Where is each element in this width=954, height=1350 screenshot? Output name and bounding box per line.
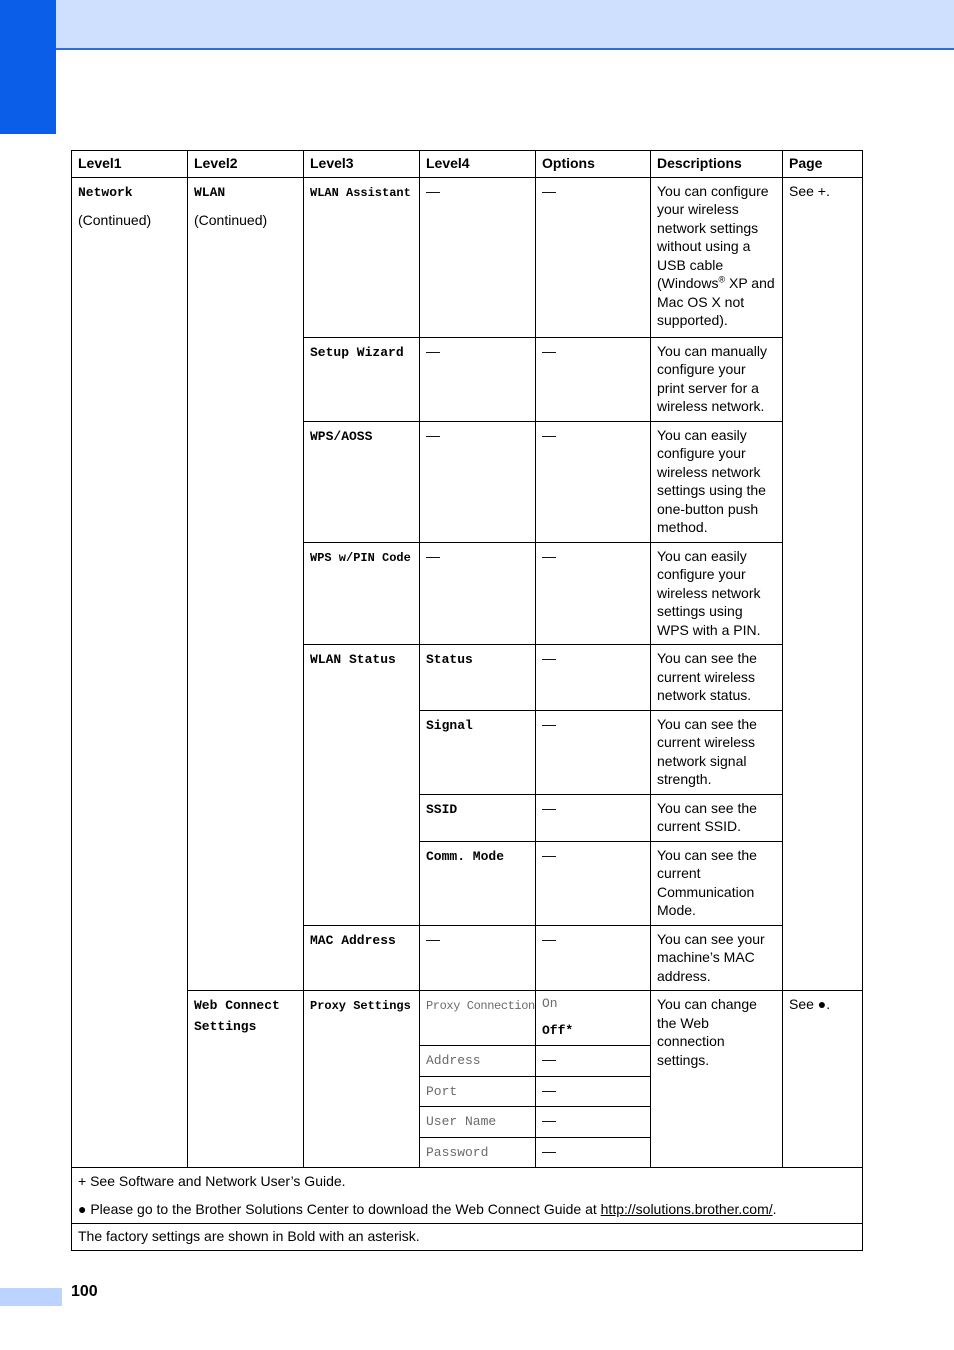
options-cell: —: [536, 645, 651, 711]
col-header-level2: Level2: [188, 151, 304, 178]
table-row: [72, 177, 863, 337]
description-cell: You can manually configure your print server for a wireless network.: [651, 337, 783, 421]
level2-note: (Continued): [194, 212, 268, 228]
level3-cell: [304, 421, 420, 542]
level4-label: Status: [426, 652, 473, 667]
footnote-row: [72, 1168, 863, 1224]
description-cell: You can change the Web connection settings.: [651, 991, 783, 1168]
level4-cell: [420, 1076, 536, 1107]
footnote-web-connect: [78, 1200, 856, 1219]
level3-label: WLAN Status: [310, 652, 396, 667]
level4-cell: [420, 991, 536, 1046]
description-text-cont: XP and Mac OS X not supported).: [657, 275, 775, 328]
level3-label: WPS/AOSS: [310, 428, 373, 444]
level1-cell: [72, 177, 188, 1168]
level4-cell: —: [420, 542, 536, 645]
level1-name: Network: [78, 184, 133, 200]
level4-cell: —: [420, 337, 536, 421]
page-reference: See +.: [789, 182, 830, 199]
level4-label: Signal: [426, 717, 473, 733]
level4-label: Address: [426, 1053, 481, 1068]
description-cell: [651, 177, 783, 337]
level4-label: SSID: [426, 801, 458, 817]
table-row: [72, 991, 863, 1046]
options-cell: —: [536, 710, 651, 794]
level4-label: Port: [426, 1083, 458, 1099]
level3-cell: [304, 991, 420, 1168]
description-cell: You can easily configure your wireless network settings using WPS with a PIN.: [651, 542, 783, 645]
level3-cell: [304, 542, 420, 645]
description-cell: You can see the current Communication Mode.: [651, 841, 783, 925]
solutions-center-link[interactable]: http://solutions.brother.com/: [600, 1200, 773, 1217]
level2-cell-web-connect: [188, 991, 304, 1168]
footer-band: [0, 1288, 62, 1306]
description-cell: You can see your machine’s MAC address.: [651, 925, 783, 991]
options-cell: —: [536, 1076, 651, 1107]
level2-name: WLAN: [194, 184, 226, 200]
level4-cell: —: [420, 177, 536, 337]
option-off-default: Off*: [542, 1022, 574, 1038]
options-cell: [536, 991, 651, 1046]
level4-label: Password: [426, 1144, 489, 1160]
level3-cell: [304, 337, 420, 421]
description-cell: You can easily configure your wireless network settings using the one-button push method.: [651, 421, 783, 542]
col-header-level1: Level1: [72, 151, 188, 178]
level2-name: Web Connect Settings: [194, 998, 280, 1034]
level4-label: User Name: [426, 1114, 497, 1129]
level3-label: MAC Address: [310, 932, 396, 948]
level2-cell-wlan: [188, 177, 304, 991]
level3-label: Proxy Settings: [310, 999, 411, 1013]
level4-cell: [420, 1107, 536, 1138]
level4-label: Comm. Mode: [426, 848, 505, 864]
level3-cell: [304, 925, 420, 991]
footnotes-cell: [72, 1168, 863, 1224]
footnote-web-end: .: [772, 1200, 777, 1217]
options-cell: —: [536, 421, 651, 542]
footnote-web-text: ● Please go to the Brother Solutions Center to download the Web Connect Guide at: [78, 1200, 601, 1217]
page-cell: [783, 177, 863, 991]
level4-cell: [420, 710, 536, 794]
options-cell: —: [536, 925, 651, 991]
footnote-plus: + See Software and Network User’s Guide.: [78, 1173, 346, 1189]
options-cell: —: [536, 177, 651, 337]
description-text: You can configure your wireless network settings without using a USB cable (Windows: [657, 182, 769, 291]
col-header-page: Page: [783, 151, 863, 178]
col-header-descriptions: Descriptions: [651, 151, 783, 178]
level4-cell: —: [420, 421, 536, 542]
options-cell: —: [536, 841, 651, 925]
level4-cell: [420, 841, 536, 925]
settings-menu-table: [71, 150, 863, 1251]
options-cell: —: [536, 1046, 651, 1077]
description-cell: You can see the current wireless network signal strength.: [651, 710, 783, 794]
level4-cell: [420, 1046, 536, 1077]
header-row: [72, 151, 863, 178]
col-header-level4: Level4: [420, 151, 536, 178]
level4-cell: [420, 794, 536, 841]
level3-cell: [304, 177, 420, 337]
level3-label: WPS w/PIN Code: [310, 550, 411, 565]
options-cell: —: [536, 337, 651, 421]
factory-note-row: [72, 1224, 863, 1251]
description-cell: You can see the current wireless network status.: [651, 645, 783, 711]
options-cell: —: [536, 794, 651, 841]
header-band: [56, 0, 954, 50]
page-number: 100: [71, 1283, 98, 1300]
factory-settings-note: The factory settings are shown in Bold with an asterisk.: [72, 1224, 863, 1251]
page-reference: See ●.: [789, 996, 831, 1012]
page-cell: [783, 991, 863, 1168]
level4-label: Proxy Connection: [426, 999, 535, 1013]
chapter-tab: [0, 0, 56, 134]
level4-cell: —: [420, 925, 536, 991]
options-cell: —: [536, 542, 651, 645]
col-header-options: Options: [536, 151, 651, 178]
level3-label: WLAN Assistant: [310, 185, 411, 200]
registered-mark: ®: [718, 274, 726, 285]
level3-label: Setup Wizard: [310, 344, 404, 360]
col-header-level3: Level3: [304, 151, 420, 178]
level3-cell: [304, 645, 420, 926]
level4-cell: [420, 1137, 536, 1168]
options-cell: —: [536, 1107, 651, 1138]
description-cell: You can see the current SSID.: [651, 794, 783, 841]
option-on: On: [542, 996, 558, 1011]
level1-note: (Continued): [78, 212, 152, 228]
level4-cell: [420, 645, 536, 711]
options-cell: —: [536, 1137, 651, 1168]
